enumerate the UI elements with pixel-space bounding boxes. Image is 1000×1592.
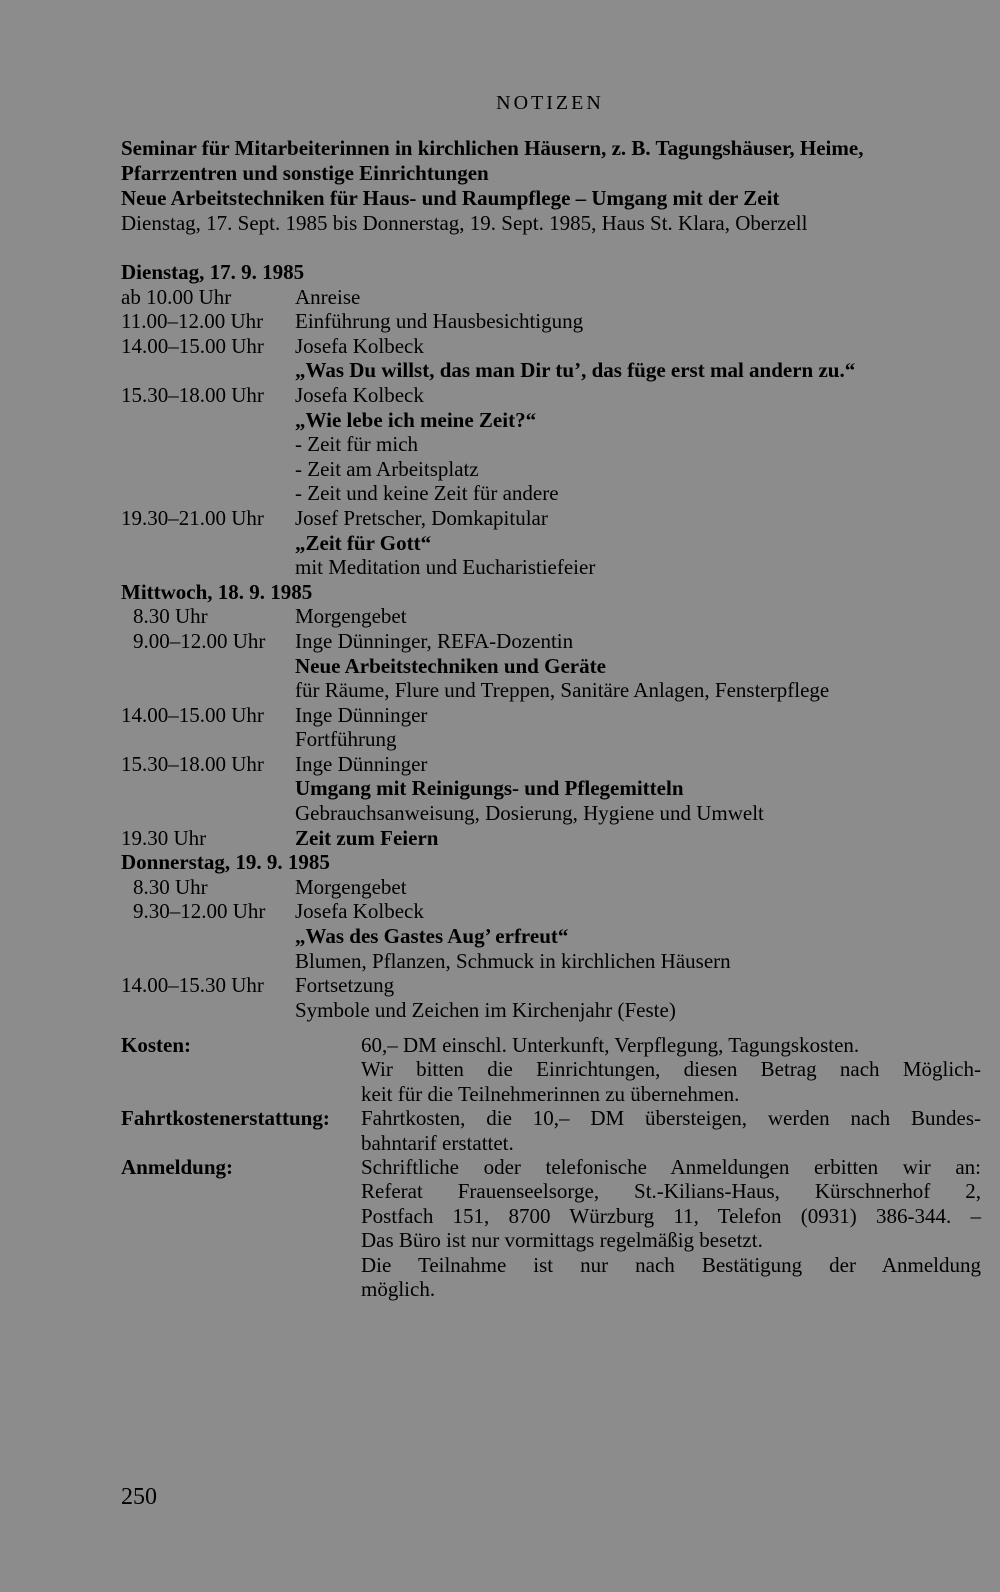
time-slot	[121, 408, 295, 433]
time-slot: 11.00–12.00 Uhr	[121, 309, 264, 334]
info-text	[361, 1155, 981, 1301]
session-text: Josef Pretscher, Domkapitular	[295, 505, 548, 530]
info-label: Kosten:	[121, 1033, 191, 1057]
session-text: Josefa Kolbeck	[295, 333, 424, 358]
day-heading: Dienstag, 17. 9. 1985	[121, 260, 305, 284]
schedule-row	[121, 752, 981, 777]
session-text: Fortführung	[295, 727, 397, 752]
schedule-row	[121, 678, 981, 703]
schedule-row	[121, 629, 981, 654]
schedule-row	[121, 334, 981, 359]
session-topic: Neue Arbeitstechniken und Geräte	[295, 653, 606, 678]
session-text: Inge Dünninger, REFA-Dozentin	[295, 628, 574, 653]
seminar-subtitle: Neue Arbeitstechniken für Haus- und Raumpflege – Umgang mit der Zeit	[121, 186, 780, 210]
time-slot	[121, 678, 295, 703]
session-text: für Räume, Flure und Treppen, Sanitäre Anlagen, Fensterpflege	[295, 678, 830, 703]
seminar-title-line: Pfarrzentren und sonstige Einrichtungen	[121, 161, 489, 185]
time-slot: 14.00–15.30 Uhr	[121, 973, 264, 998]
schedule-row	[121, 506, 981, 531]
time-slot: 8.30 Uhr	[133, 604, 208, 629]
info-line: Referat Frauenseelsorge, St.-Kilians-Haus, Kürschnerhof 2,	[361, 1179, 981, 1204]
info-section	[121, 1033, 981, 1301]
time-slot: 19.30–21.00 Uhr	[121, 505, 264, 530]
info-row-registration	[121, 1155, 981, 1301]
schedule-row	[121, 826, 981, 851]
schedule-row	[121, 285, 981, 310]
time-slot	[121, 432, 295, 457]
schedule-row	[121, 481, 981, 506]
schedule-row	[121, 432, 981, 457]
info-line: bahntarif erstattet.	[361, 1130, 514, 1155]
time-slot	[121, 998, 295, 1023]
time-slot	[121, 531, 295, 556]
session-text: Gebrauchsanweisung, Dosierung, Hygiene und Umwelt	[295, 801, 764, 826]
info-row-travel-costs	[121, 1106, 981, 1155]
schedule-row	[121, 875, 981, 900]
schedule-row	[121, 604, 981, 629]
session-text: Einführung und Hausbesichtigung	[295, 309, 584, 334]
session-topic: „Wie lebe ich meine Zeit?“	[295, 407, 537, 432]
schedule-row	[121, 727, 981, 752]
schedule-row	[121, 924, 981, 949]
schedule-row	[121, 654, 981, 679]
schedule-row	[121, 408, 981, 433]
session-topic: Umgang mit Reinigungs- und Pflegemitteln	[295, 776, 684, 801]
session-text: Morgengebet	[295, 874, 407, 899]
time-slot: 14.00–15.00 Uhr	[121, 333, 264, 358]
seminar-intro	[121, 136, 981, 236]
time-slot	[121, 555, 295, 580]
time-slot: 9.00–12.00 Uhr	[133, 628, 266, 653]
info-line: Schriftliche oder telefonische Anmeldungen erbitten wir an:	[361, 1155, 981, 1180]
schedule-row	[121, 531, 981, 556]
info-line: 60,– DM einschl. Unterkunft, Verpflegung, Tagungskosten.	[361, 1033, 860, 1057]
schedule-row	[121, 801, 981, 826]
time-slot	[121, 924, 295, 949]
info-text	[361, 1033, 981, 1106]
time-slot: ab 10.00 Uhr	[121, 284, 232, 309]
day-heading: Mittwoch, 18. 9. 1985	[121, 579, 313, 604]
page-number: 250	[121, 1484, 157, 1510]
seminar-date-location: Dienstag, 17. Sept. 1985 bis Donnerstag, 19. Sept. 1985, Haus St. Klara, Oberzell	[121, 211, 808, 235]
schedule-row	[121, 776, 981, 801]
info-text	[361, 1106, 981, 1155]
session-text: Josefa Kolbeck	[295, 382, 424, 407]
time-slot: 8.30 Uhr	[133, 874, 208, 899]
time-slot: 9.30–12.00 Uhr	[133, 899, 266, 924]
session-text: Morgengebet	[295, 604, 407, 629]
schedule-row	[121, 309, 981, 334]
session-text: Fortsetzung	[295, 973, 395, 998]
time-slot	[121, 801, 295, 826]
info-line: möglich.	[361, 1277, 436, 1302]
schedule-row	[121, 949, 981, 974]
time-slot	[121, 481, 295, 506]
time-slot	[121, 776, 295, 801]
info-label: Fahrtkostenerstattung:	[121, 1106, 330, 1131]
info-line: Postfach 151, 8700 Würzburg 11, Telefon (0931) 386-344. –	[361, 1203, 981, 1228]
time-slot	[121, 358, 295, 383]
info-line: Wir bitten die Einrichtungen, diesen Betrag nach Möglich-	[361, 1057, 981, 1082]
time-slot	[121, 949, 295, 974]
session-text: mit Meditation und Eucharistiefeier	[295, 555, 596, 580]
schedule-row	[121, 899, 981, 924]
schedule	[121, 260, 981, 1022]
session-text: - Zeit am Arbeitsplatz	[295, 456, 479, 481]
session-text: - Zeit und keine Zeit für andere	[295, 481, 559, 506]
session-text: Inge Dünninger	[295, 702, 428, 727]
seminar-title-line: Seminar für Mitarbeiterinnen in kirchlichen Häusern, z. B. Tagungshäuser, Heime,	[121, 136, 864, 160]
schedule-row	[121, 358, 981, 383]
session-text: Blumen, Pflanzen, Schmuck in kirchlichen Häusern	[295, 948, 731, 973]
schedule-row	[121, 457, 981, 482]
time-slot	[121, 727, 295, 752]
time-slot: 15.30–18.00 Uhr	[121, 751, 264, 776]
schedule-row	[121, 555, 981, 580]
info-label: Anmeldung:	[121, 1155, 234, 1180]
info-row-costs	[121, 1033, 981, 1106]
time-slot: 15.30–18.00 Uhr	[121, 382, 264, 407]
time-slot	[121, 457, 295, 482]
info-line: keit für die Teilnehmerinnen zu übernehmen.	[361, 1081, 740, 1106]
schedule-row	[121, 998, 981, 1023]
session-text: Symbole und Zeichen im Kirchenjahr (Feste)	[295, 997, 676, 1022]
session-topic: „Zeit für Gott“	[295, 530, 432, 555]
time-slot: 14.00–15.00 Uhr	[121, 702, 264, 727]
session-text: Inge Dünninger	[295, 751, 428, 776]
schedule-row	[121, 973, 981, 998]
info-line: Fahrtkosten, die 10,– DM übersteigen, werden nach Bundes-	[361, 1106, 981, 1131]
session-topic: „Was Du willst, das man Dir tu’, das füge erst mal andern zu.“	[295, 358, 856, 383]
session-topic: „Was des Gastes Aug’ erfreut“	[295, 924, 569, 949]
time-slot	[121, 654, 295, 679]
info-line: Die Teilnahme ist nur nach Bestätigung der Anmeldung	[361, 1252, 981, 1277]
session-text: Anreise	[295, 284, 361, 309]
info-line: Das Büro ist nur vormittags regelmäßig besetzt.	[361, 1228, 763, 1253]
schedule-row	[121, 383, 981, 408]
page-heading: NOTIZEN	[496, 92, 604, 114]
session-text: Josefa Kolbeck	[295, 899, 424, 924]
time-slot: 19.30 Uhr	[121, 825, 207, 850]
day-heading: Donnerstag, 19. 9. 1985	[121, 850, 330, 875]
schedule-row	[121, 703, 981, 728]
session-text: - Zeit für mich	[295, 432, 419, 457]
session-topic: Zeit zum Feiern	[295, 825, 439, 850]
